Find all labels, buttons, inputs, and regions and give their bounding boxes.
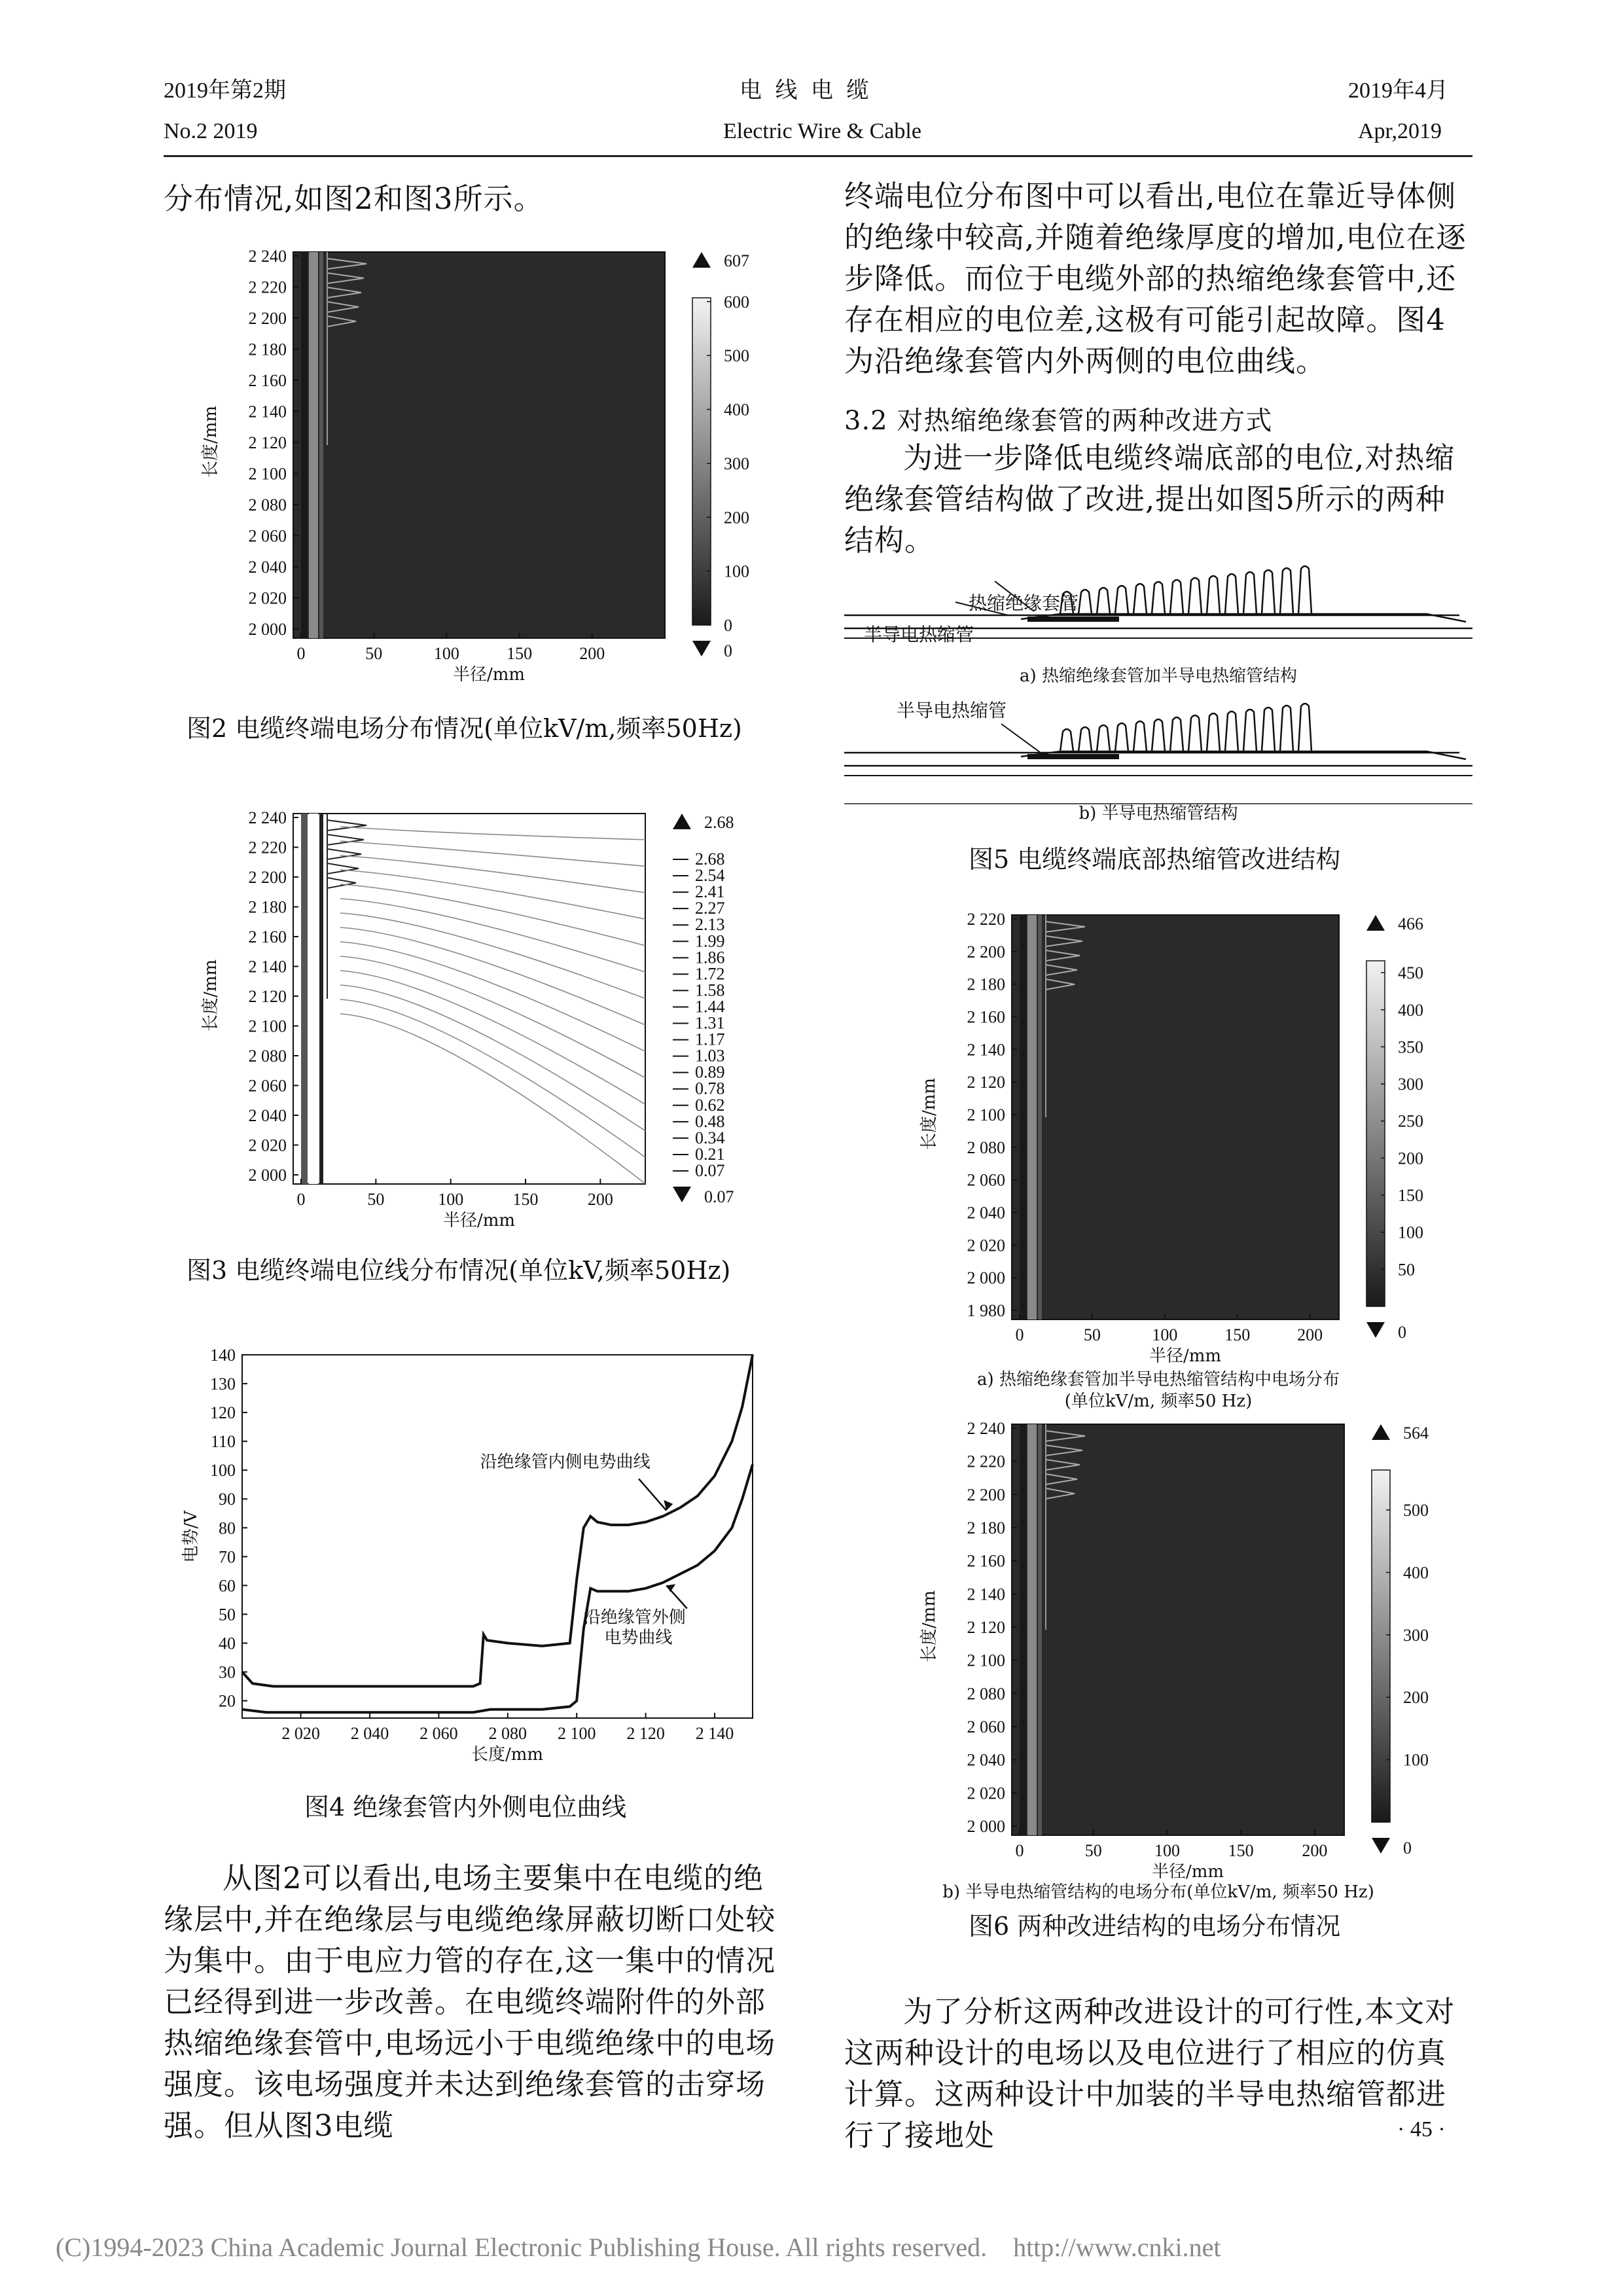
y-tick-label: 2 120 [967, 1073, 1005, 1092]
x-tick-label: 0 [296, 1190, 306, 1209]
y-tick-label: 2 180 [248, 897, 287, 917]
shield-strip [319, 252, 323, 638]
fig2-caption: 图2 电缆终端电场分布情况(单位kV/m,频率50Hz) [187, 714, 742, 743]
x-tick-label: 50 [1083, 1325, 1101, 1344]
y-tick-label: 2 060 [248, 1076, 287, 1096]
y-tick-label: 2 040 [248, 558, 287, 577]
y-tick-label: 60 [219, 1576, 236, 1596]
y-tick-label: 100 [210, 1461, 236, 1480]
shed-fin [1079, 590, 1092, 614]
x-tick-label: 200 [579, 644, 605, 663]
fig5a-subcaption: a) 热缩绝缘套管加半导电热缩管结构 [1020, 666, 1297, 686]
y-tick-label: 2 140 [248, 957, 287, 977]
x-tick-label: 200 [1302, 1841, 1328, 1860]
y-tick-label: 2 240 [248, 808, 287, 827]
cbar-tick-label: 300 [1398, 1075, 1423, 1094]
y-tick-label: 2 220 [967, 1452, 1005, 1471]
shed-fin [1133, 584, 1147, 614]
y-tick-label: 40 [219, 1634, 236, 1653]
cbar-tick-label: 150 [1398, 1186, 1423, 1206]
fig5a-label-sleeve: 热缩绝缘套管 [969, 592, 1079, 614]
x-tick-label: 0 [1015, 1325, 1024, 1344]
y-tick-label: 2 060 [967, 1170, 1005, 1190]
shed-fin [1115, 586, 1128, 614]
y-tick-label: 2 100 [248, 1016, 287, 1036]
conductor-strip [1020, 915, 1026, 1319]
cbar-tick-label: 100 [724, 562, 749, 581]
y-tick-label: 1 980 [967, 1301, 1005, 1320]
x-tick-label: 100 [433, 644, 459, 663]
shed-fin [1207, 713, 1220, 751]
y-tick-label: 2 080 [248, 1047, 287, 1066]
fig3-contour [196, 802, 785, 1234]
fig6b-subcaption: b) 半导电热缩管结构的电场分布(单位kV/m, 频率50 Hz) [942, 1882, 1374, 1902]
fig6a-subcaption-1: a) 热缩绝缘套管加半导电热缩管结构中电场分布 [977, 1370, 1340, 1390]
cbar-max-marker [673, 814, 691, 829]
cbar-min-marker [1366, 1322, 1385, 1338]
cbar-level-label: 0.89 [695, 1062, 725, 1082]
shed-fin [1280, 706, 1293, 751]
cbar-level-label: 1.17 [695, 1030, 725, 1049]
plot-area [1012, 915, 1339, 1319]
shed-fin [1188, 715, 1202, 751]
shield-strip [319, 814, 323, 1184]
cbar-min-marker [673, 1187, 691, 1202]
fig5-caption: 图5 电缆终端底部热缩管改进结构 [969, 845, 1341, 874]
cbar-tick-label: 0 [724, 616, 732, 635]
semiconductive-tube [1027, 617, 1119, 622]
cbar-tick-label: 200 [1403, 1688, 1429, 1708]
cbar-max-label: 2.68 [704, 813, 734, 832]
shed-fin [1188, 578, 1202, 614]
cbar-level-label: 0.78 [695, 1079, 725, 1098]
cbar-tick-label: 400 [1403, 1563, 1429, 1583]
cbar-tick-label: 50 [1398, 1260, 1415, 1280]
shed-fin [1298, 566, 1311, 614]
cbar-max-marker [692, 252, 711, 268]
x-tick-label: 0 [296, 644, 306, 663]
y-tick-label: 80 [219, 1518, 236, 1538]
x-tick-label: 2 140 [695, 1724, 734, 1743]
semiconductive-tube [1027, 754, 1119, 759]
cbar-tick-label: 300 [724, 454, 749, 473]
cbar-level-label: 0.62 [695, 1095, 725, 1115]
conductor-strip [301, 814, 308, 1184]
insulation-strip [1027, 1424, 1037, 1835]
y-tick-label: 50 [219, 1605, 236, 1624]
y-tick-label: 2 160 [248, 927, 287, 946]
cbar-tick-label: 200 [724, 508, 749, 528]
x-tick-label: 200 [1297, 1325, 1323, 1344]
fig6b-heatmap [851, 1414, 1472, 1882]
y-tick-label: 2 000 [248, 1166, 287, 1185]
y-tick-label: 130 [210, 1374, 236, 1394]
x-tick-label: 2 100 [557, 1724, 596, 1743]
x-tick-label: 150 [512, 1190, 539, 1209]
shed-fin [1133, 721, 1147, 751]
header-journal-en: Electric Wire & Cable [723, 119, 921, 143]
x-axis-label: 长度/mm [471, 1745, 544, 1765]
y-tick-label: 2 020 [248, 1136, 287, 1155]
header-date-en: Apr,2019 [1358, 119, 1442, 143]
y-tick-label: 2 180 [967, 975, 1005, 994]
leader-line [1001, 724, 1041, 753]
shed-fin [1243, 572, 1257, 614]
y-tick-label: 2 140 [248, 402, 287, 422]
cbar-level-label: 1.58 [695, 980, 725, 1000]
header-rule [164, 155, 1472, 157]
conductor-strip [301, 252, 308, 638]
cbar-max-label: 607 [724, 251, 749, 270]
cbar-min-marker [692, 641, 711, 656]
x-tick-label: 50 [365, 644, 383, 663]
y-tick-label: 2 160 [248, 371, 287, 390]
cbar-max-marker [1372, 1424, 1390, 1440]
colorbar [1366, 961, 1385, 1306]
y-tick-label: 2 020 [248, 588, 287, 608]
x-tick-label: 50 [367, 1190, 385, 1209]
x-axis-label: 半径/mm [1149, 1346, 1222, 1366]
y-axis-label: 长度/mm [201, 405, 221, 478]
y-tick-label: 2 200 [248, 309, 287, 328]
cbar-level-label: 1.03 [695, 1046, 725, 1066]
x-tick-label: 150 [1228, 1841, 1254, 1860]
plot-area [242, 1355, 753, 1718]
y-tick-label: 2 180 [967, 1518, 1005, 1537]
y-tick-label: 2 000 [967, 1268, 1005, 1288]
y-tick-label: 2 120 [967, 1618, 1005, 1637]
x-axis-label: 半径/mm [443, 1211, 516, 1230]
cbar-level-label: 2.13 [695, 915, 725, 935]
cbar-level-label: 0.21 [695, 1144, 725, 1164]
shed-fin [1225, 711, 1238, 751]
shed-fin [1152, 582, 1165, 614]
y-tick-label: 2 080 [248, 495, 287, 514]
y-tick-label: 2 200 [967, 942, 1005, 961]
fig3-caption: 图3 电缆终端电位线分布情况(单位kV,频率50Hz) [187, 1256, 731, 1285]
right-paragraph-1: 为进一步降低电缆终端底部的电位,对热缩绝缘套管结构做了改进,提出如图5所示的两种结构。 [844, 440, 1455, 558]
cbar-max-marker [1366, 915, 1385, 931]
plot-area [1012, 1424, 1344, 1835]
fig5b-label-semi: 半导电热缩管 [897, 700, 1007, 721]
cbar-tick-label: 350 [1398, 1037, 1423, 1057]
shield-strip [1038, 915, 1042, 1319]
x-tick-label: 2 060 [419, 1724, 458, 1743]
cbar-level-label: 1.86 [695, 948, 725, 967]
header-issue: 2019年第2期 [164, 79, 286, 103]
shed-fin [1170, 717, 1183, 751]
y-axis-label: 电势/V [181, 1510, 201, 1563]
colorbar [1372, 1470, 1390, 1822]
cbar-tick-label: 300 [1403, 1625, 1429, 1645]
y-tick-label: 90 [219, 1490, 236, 1509]
cbar-min-label: 0 [724, 641, 732, 660]
header-journal: 电 线 电 缆 [740, 79, 873, 103]
y-tick-label: 2 220 [248, 838, 287, 857]
insulation-strip [309, 252, 318, 638]
cbar-min-label: 0 [1403, 1839, 1412, 1857]
section-heading: 3.2 对热缩绝缘套管的两种改进方式 [844, 406, 1273, 436]
x-tick-label: 0 [1015, 1841, 1024, 1860]
fig5a-label-semi: 半导电热缩管 [864, 624, 974, 645]
y-tick-label: 20 [219, 1691, 236, 1711]
cbar-min-marker [1372, 1838, 1390, 1854]
fig2-heatmap [196, 239, 785, 697]
left-intro: 分布情况,如图2和图3所示。 [164, 181, 544, 216]
cbar-tick-label: 600 [724, 292, 749, 312]
shed-fin [1298, 704, 1311, 751]
x-tick-label: 2 020 [281, 1724, 320, 1743]
x-tick-label: 150 [507, 644, 533, 663]
y-tick-label: 2 040 [248, 1106, 287, 1125]
colorbar [692, 298, 711, 625]
fig6a-subcaption-2: (单位kV/m, 频率50 Hz) [1064, 1391, 1253, 1411]
y-tick-label: 2 040 [967, 1203, 1005, 1223]
shed-fin [1262, 570, 1275, 614]
cbar-level-label: 1.44 [695, 997, 725, 1016]
insulation-strip [1027, 915, 1037, 1319]
x-tick-label: 2 040 [350, 1724, 389, 1743]
copyright-footer: (C)1994-2023 China Academic Journal Electronic Publishing House. All rights reserved. http://www.cnki.net [56, 2233, 1221, 2262]
insulation-strip [309, 814, 318, 1184]
cbar-tick-label: 500 [1403, 1501, 1429, 1520]
y-tick-label: 140 [210, 1346, 236, 1365]
header-issue-en: No.2 2019 [164, 119, 258, 143]
cbar-level-label: 2.68 [695, 850, 725, 869]
right-paragraph-2: 为了分析这两种改进设计的可行性,本文对这两种设计的电场以及电位进行了相应的仿真计算。这两种设计中加装的半导电热缩管都进行了接地处 [844, 1994, 1455, 2153]
conductor-strip [1020, 1424, 1026, 1835]
cbar-tick-label: 200 [1398, 1149, 1423, 1168]
y-tick-label: 2 240 [967, 1419, 1005, 1438]
shed-fin [1152, 719, 1165, 751]
plot-area [293, 252, 665, 638]
annotation-outer-2: 电势曲线 [604, 1628, 673, 1648]
shed-fin [1079, 727, 1092, 751]
y-tick-label: 2 220 [248, 278, 287, 297]
x-tick-label: 100 [1154, 1841, 1180, 1860]
cbar-level-label: 1.99 [695, 931, 725, 951]
annotation-outer-1: 沿绝缘管外侧 [583, 1607, 686, 1628]
x-tick-label: 150 [1224, 1325, 1251, 1344]
shed-fin [1115, 723, 1128, 751]
cbar-tick-label: 100 [1403, 1750, 1429, 1770]
fig4-line-chart [164, 1342, 785, 1787]
y-axis-label: 长度/mm [919, 1077, 939, 1150]
y-tick-label: 2 060 [967, 1717, 1005, 1736]
shed-fin [1097, 588, 1110, 614]
fig6a-heatmap [851, 903, 1472, 1366]
y-tick-label: 70 [219, 1547, 236, 1567]
y-tick-label: 2 100 [248, 464, 287, 484]
annotation-inner: 沿绝缘管内侧电势曲线 [480, 1452, 651, 1472]
y-tick-label: 2 100 [967, 1651, 1005, 1670]
cbar-level-label: 2.41 [695, 882, 725, 902]
cbar-level-label: 2.27 [695, 899, 725, 918]
cbar-min-label: 0.07 [704, 1187, 734, 1206]
shed-fin [1243, 709, 1257, 751]
left-paragraph: 从图2可以看出,电场主要集中在电缆的绝缘层中,并在绝缘层与电缆绝缘屏蔽切断口处较为集中。由于电应力管的存在,这一集中的情况已经得到进一步改善。在电缆终端附件的外部热缩绝缘套管中,电场远小于电缆绝缘中的电场强度。该电场强度并未达到绝缘套管的击穿场强。但从图3电缆 [164, 1861, 776, 2143]
y-tick-label: 2 020 [967, 1236, 1005, 1255]
y-tick-label: 2 080 [967, 1138, 1005, 1157]
cbar-level-label: 0.34 [695, 1128, 725, 1147]
cbar-level-label: 0.07 [695, 1161, 725, 1180]
y-tick-label: 2 140 [967, 1585, 1005, 1604]
y-tick-label: 2 060 [248, 526, 287, 546]
x-tick-label: 2 120 [626, 1724, 665, 1743]
page-number: · 45 · [1397, 2117, 1446, 2142]
y-tick-label: 2 000 [967, 1817, 1005, 1836]
y-tick-label: 2 180 [248, 340, 287, 359]
y-tick-label: 2 120 [248, 433, 287, 452]
y-tick-label: 120 [210, 1403, 236, 1423]
y-tick-label: 2 020 [967, 1784, 1005, 1803]
right-paragraph-0: 终端电位分布图中可以看出,电位在靠近导体侧的绝缘中较高,并随着绝缘厚度的增加,电位在逐步降低。而位于电缆外部的热缩绝缘套管中,还存在相应的电位差,这极有可能引起故障。图4为沿绝缘套管内外两侧的电位曲线。 [844, 179, 1467, 378]
shed-fin [1262, 708, 1275, 751]
cbar-max-label: 466 [1398, 914, 1423, 933]
y-tick-label: 30 [219, 1662, 236, 1682]
x-axis-label: 半径/mm [1152, 1862, 1224, 1882]
x-axis-label: 半径/mm [453, 665, 526, 685]
shed-fin [1097, 725, 1110, 751]
fig6-caption: 图6 两种改进结构的电场分布情况 [969, 1912, 1341, 1941]
shed-fin [1207, 576, 1220, 614]
cbar-level-label: 2.54 [695, 866, 725, 886]
y-tick-label: 2 200 [248, 868, 287, 887]
y-tick-label: 2 080 [967, 1684, 1005, 1704]
x-tick-label: 200 [587, 1190, 613, 1209]
shed-fin [1170, 580, 1183, 614]
shed-fin [1060, 729, 1073, 751]
y-tick-label: 2 220 [967, 910, 1005, 929]
cbar-level-label: 1.31 [695, 1013, 725, 1033]
y-tick-label: 2 040 [967, 1750, 1005, 1770]
cbar-tick-label: 400 [724, 400, 749, 420]
shed-fin [1225, 574, 1238, 614]
cbar-level-label: 1.72 [695, 964, 725, 984]
fig4-caption: 图4 绝缘套管内外侧电位曲线 [304, 1793, 627, 1821]
y-tick-label: 2 120 [248, 987, 287, 1006]
cbar-level-label: 0.48 [695, 1111, 725, 1131]
y-tick-label: 2 160 [967, 1007, 1005, 1027]
cbar-tick-label: 250 [1398, 1111, 1423, 1131]
y-axis-label: 长度/mm [201, 959, 221, 1031]
y-tick-label: 2 000 [248, 620, 287, 639]
cbar-tick-label: 400 [1398, 1000, 1423, 1020]
y-tick-label: 2 240 [248, 247, 287, 266]
shield-strip [1038, 1424, 1042, 1835]
cbar-tick-label: 500 [724, 346, 749, 366]
cbar-max-label: 564 [1403, 1424, 1429, 1443]
y-axis-label: 长度/mm [919, 1590, 939, 1662]
y-tick-label: 2 160 [967, 1551, 1005, 1571]
x-tick-label: 50 [1084, 1841, 1102, 1860]
x-tick-label: 100 [438, 1190, 464, 1209]
y-tick-label: 110 [210, 1432, 236, 1452]
cbar-tick-label: 450 [1398, 963, 1423, 983]
y-tick-label: 2 100 [967, 1105, 1005, 1124]
header-date: 2019年4月 [1348, 79, 1448, 103]
cbar-min-label: 0 [1398, 1323, 1406, 1342]
y-tick-label: 2 140 [967, 1040, 1005, 1060]
cbar-tick-label: 100 [1398, 1223, 1423, 1242]
shed-fin [1280, 568, 1293, 614]
x-tick-label: 2 080 [488, 1724, 527, 1743]
x-tick-label: 100 [1152, 1325, 1178, 1344]
y-tick-label: 2 200 [967, 1485, 1005, 1505]
fig5b-subcaption: b) 半导电热缩管结构 [1079, 804, 1238, 823]
